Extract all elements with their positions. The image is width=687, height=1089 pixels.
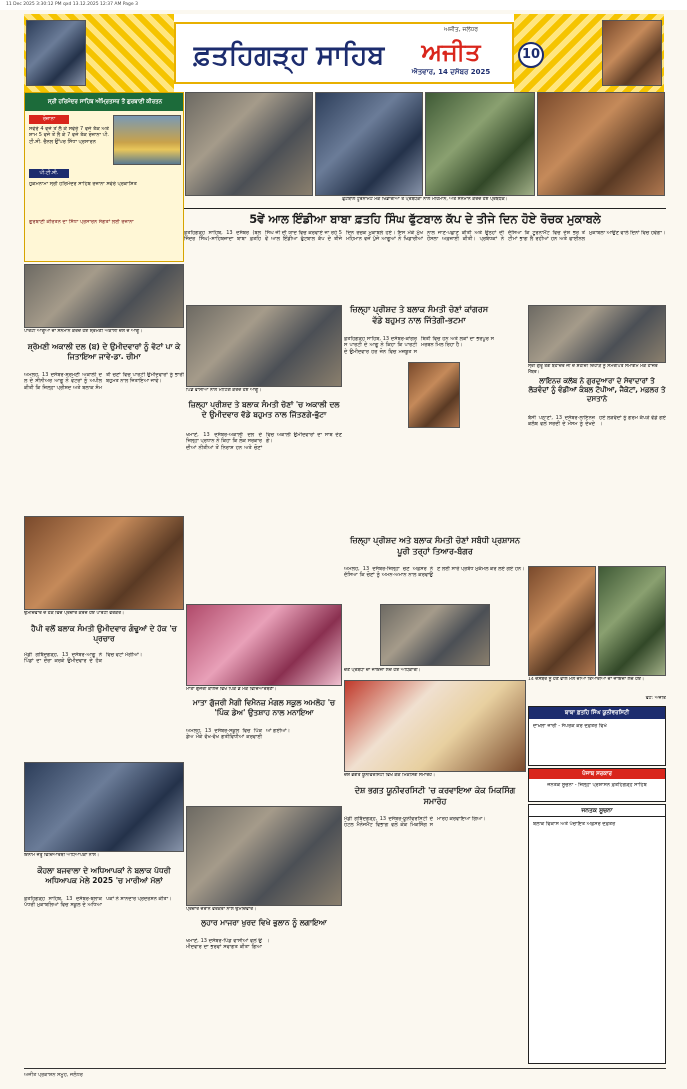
photo-happy: [24, 516, 184, 610]
photo-cake-mixing: [344, 680, 526, 772]
masthead: [24, 14, 664, 92]
cake-caption: ਦੇਸ਼ ਭਗਤ ਯੂਨੀਵਰਸਿਟੀ ਵਿਖੇ ਕੇਕ ਮਿਕਸਿੰਗ ਸਮਾਰੋਹ।: [344, 773, 436, 778]
ad-public-notice: [528, 804, 666, 1064]
bhutta-headline: ਜ਼ਿਲ੍ਹਾ ਪ੍ਰੀਸ਼ਦ ਤੇ ਬਲਾਕ ਸੰਮਤੀ ਚੋਣਾਂ 'ਚ ਅਕਾਲੀ ਦਲ ਦੇ ਉਮੀਦਵਾਰ ਵੱਡੇ ਬਹੁਮਤ ਨਾਲ ਜਿੱਤਣਗੇ-ਭੁੱਟਾ: [188, 400, 340, 419]
preparations-caption: ਚੋਣ ਪ੍ਰਬੰਧਾਂ ਦਾ ਜਾਇਜ਼ਾ ਲੈਂਦੇ ਹੋਏ ਅਧਿਕਾਰੀ।: [344, 668, 421, 673]
brand-logo: ਅਜੀਤ: [421, 37, 481, 66]
photo-football-3: [425, 92, 535, 196]
left-panel-label2: ਪੀ.ਟੀ.ਸੀ.: [29, 169, 69, 178]
masthead-date: ਐਤਵਾਰ, 14 ਦਸੰਬਰ 2025: [411, 68, 491, 76]
left-panel-text1: ਸਵੇਰੇ 4 ਵਜੇ ਤੋਂ ਲੈ ਕੇ ਸਵੇਰੇ 7 ਵਜੇ ਤੱਕ ਅਤੇ ਸ਼ਾਮ 5 ਵਜੇ ਤੋਂ ਲੈ ਕੇ 7 ਵਜੇ ਤੱਕ ਰੋਜ਼ਾਨਾ ਪੀ.ਟੀ.ਸੀ. ਚੈਨਲ ਉੱਪਰ ਸਿੱਧਾ ਪ੍ਰਸਾਰਨ: [29, 126, 109, 145]
section-title: ਫ਼ਤਹਿਗੜ੍ਹ ਸਾਹਿਬ: [193, 40, 385, 71]
print-strip: 11 Dec 2025 3:30:12 PM qxd 13.12.2025 12:37 AM Page 3: [0, 0, 687, 10]
footer-bar: ਅਜੀਤ ਪ੍ਰਕਾਸ਼ਨ ਸਮੂਹ, ਜਲੰਧਰ: [24, 1068, 666, 1080]
happy-body: ਮੰਡੀ ਗੋਬਿੰਦਗੜ੍ਹ, 13 ਦਸੰਬਰ-ਆਗੂ ਨੇ ਪਿੰਡਾਂ ਦਾ ਦੌਰਾ ਕਰਕੇ ਉਮੀਦਵਾਰ ਦੇ ਹੱਕ ਵਿਚ ਵੋਟਾਂ ਮੰਗੀਆਂ।: [24, 652, 143, 665]
congress-headline: ਜ਼ਿਲ੍ਹਾ ਪ੍ਰੀਸ਼ਦ ਤੇ ਬਲਾਕ ਸੰਮਤੀ ਚੋਣਾਂ ਕਾਂਗਰਸ ਵੱਡੇ ਬਹੁਮਤ ਨਾਲ ਜਿੱਤੇਗੀ-ਭਟਮਾ: [349, 305, 489, 325]
left-panel-text2: ਹੁਕਮਨਾਮਾ ਸ੍ਰੀ ਹਰਿਮੰਦਰ ਸਾਹਿਬ ਰੋਜ਼ਾਨਾ ਸਵੇਰੇ ਪ੍ਰਕਾਸ਼ਿਤ: [29, 181, 137, 187]
cake-headline: ਦੇਸ਼ ਭਗਤ ਯੂਨੀਵਰਸਿਟੀ 'ਚ ਕਰਵਾਇਆ ਕੇਕ ਮਿਕਸਿੰਗ ਸਮਾਰੋਹ: [354, 786, 516, 806]
akali-body: ਅਮਲੋਹ, 13 ਦਸੰਬਰ-ਸ਼੍ਰੋਮਣੀ ਅਕਾਲੀ ਦਲ ਦੇ ਸੀਨੀਅਰ ਆਗੂ ਨੇ ਵੋਟਰਾਂ ਨੂੰ ਅਪੀਲ ਕੀਤੀ ਕਿ ਜ਼ਿਲ੍ਹਾ ਪ੍ਰੀਸ਼ਦ ਅਤੇ ਬਲਾਕ ਸੰਮਤੀ ਚੋਣਾਂ ਵਿਚ ਪਾਰਟੀ ਉਮੀਦਵਾਰਾਂ ਨੂੰ ਭਾਰੀ ਬਹੁਮਤ ਨਾਲ ਜਿਤਾਇਆ ਜਾਵੇ।: [24, 372, 184, 391]
pink-headline: ਮਾਤਾ ਗੁੱਜਰੀ ਮੈਗੀ ਵਿਮੈਨਜ਼ ਮੰਗਲ ਸਕੂਲ ਅਮਲੋਹ 'ਚ 'ਪਿੰਕ ਡੇਅ' ਉਤਸ਼ਾਹ ਨਾਲ ਮਨਾਇਆ: [192, 698, 336, 717]
congress-body: ਫ਼ਤਹਿਗੜ੍ਹ ਸਾਹਿਬ, 13 ਦਸੰਬਰ-ਕਾਂਗਰਸ ਪਾਰਟੀ ਦੇ ਆਗੂ ਨੇ ਕਿਹਾ ਕਿ ਪਾਰਟੀ ਦੇ ਉਮੀਦਵਾਰ ਹਰ ਜ਼ੋਨ ਵਿਚ ਮਜ਼ਬੂਤ ਸਥਿਤੀ ਵਿਚ ਹਨ ਅਤੇ ਲੋਕਾਂ ਦਾ ਭਰਪੂਰ ਸਮਰਥਨ ਮਿਲ ਰਿਹਾ ਹੈ।: [344, 336, 494, 355]
akali-headline: ਸ਼੍ਰੋਮਣੀ ਅਕਾਲੀ ਦਲ (ਬ) ਦੇ ਉਮੀਦਵਾਰਾਂ ਨੂੰ ਵੋਟਾਂ ਪਾ ਕੇ ਜਿਤਾਇਆ ਜਾਵੇ-ਡਾ. ਚੀਮਾ: [27, 342, 181, 361]
masthead-gurdwara-image: [26, 20, 86, 86]
photo-akali: [24, 264, 184, 328]
ad-public-notice-title: ਜਨਤਕ ਸੂਚਨਾ: [529, 805, 665, 817]
ad-government-body: ਜਨਤਕ ਸੂਚਨਾ - ਜ਼ਿਲ੍ਹਾ ਪ੍ਰਸ਼ਾਸਨ ਫ਼ਤਹਿਗੜ੍ਹ ਸਾਹਿਬ: [547, 782, 647, 788]
school-headline: ਕੌਹਲਾ ਬਜਵਾਲਾ ਦੇ ਅਧਿਆਪਕਾਂ ਨੇ ਬਲਾਕ ਪੱਧਰੀ ਅਧਿਆਪਕ ਮੇਲੇ 2025 'ਚ ਮਾਰੀਆਂ ਮੱਲਾਂ: [37, 866, 171, 885]
luhar-caption: ਪ੍ਰਚਾਰ ਦੌਰਾਨ ਵਰਕਰਾਂ ਨਾਲ ਉਮੀਦਵਾਰ।: [186, 907, 257, 912]
lions-headline: ਲਾਇਨਜ਼ ਕਲੱਬ ਨੇ ਗੁਰਦੁਆਰਾ ਦੇ ਸੇਵਾਦਾਰਾਂ ਤੇ ਲੋੜਵੰਦਾਂ ਨੂੰ ਵੰਡੀਆਂ ਕੰਬਲ ਟੋਪੀਆਂ, ਜੈਕੇਟਾਂ, ਮਫ਼ਲਰ ਤੇ ਦਸਤਾਨੇ: [528, 377, 666, 403]
ad-university-title: ਬਾਬਾ ਫ਼ਤਹਿ ਸਿੰਘ ਯੂਨੀਵਰਸਿਟੀ: [529, 707, 665, 719]
golden-temple-image: [113, 115, 181, 165]
lions-caption: ਸ੍ਰੀ ਗੁਰੂ ਤੇਗ ਬਹਾਦਰ ਜੀ ਦੇ ਸ਼ਹੀਦੀ ਦਿਹਾੜੇ ਨੂੰ ਸਮਰਪਿਤ ਸਮਾਗਮ ਮੌਕੇ ਹਾਜ਼ਰ ਮੈਂਬਰ।: [528, 364, 658, 375]
ad-university: [528, 706, 666, 766]
bhutta-caption: ਪਿੰਡ ਵਾਸੀਆਂ ਨਾਲ ਮੀਟਿੰਗ ਕਰਦੇ ਹੋਏ ਆਗੂ।: [186, 388, 262, 393]
photo-luhar: [186, 806, 342, 906]
happy-headline: ਹੈਪੀ ਵਲੋਂ ਬਲਾਕ ਸੰਮਤੀ ਉਮੀਦਵਾਰ ਗੰਢੂਆਂ ਦੇ ਹੱਕ 'ਚ ਪ੍ਰਚਾਰ: [31, 624, 177, 643]
left-panel-text3: ਗੁਰਬਾਣੀ ਕੀਰਤਨ ਦਾ ਸਿੱਧਾ ਪ੍ਰਸਾਰਨ ਸੰਗਤਾਂ ਲਈ ਰੋਜ਼ਾਨਾ: [29, 219, 134, 225]
left-panel-banner: ਸ੍ਰੀ ਹਰਿਮੰਦਰ ਸਾਹਿਬ ਅੰਮ੍ਰਿਤਸਰ ਤੋਂ ਗੁਰਬਾਣੀ ਕੀਰਤਨ: [25, 93, 184, 111]
photo-football-1: [185, 92, 313, 196]
lions-body: ਬੱਸੀ ਪਠਾਣਾਂ, 13 ਦਸੰਬਰ-ਲਾਇਨਜ਼ ਕਲੱਬ ਵਲੋਂ ਸਰਦੀ ਦੇ ਮੌਸਮ ਨੂੰ ਦੇਖਦੇ ਹੋਏ ਲੋੜਵੰਦਾਂ ਨੂੰ ਗਰਮ ਕੱਪੜੇ ਵੰਡੇ ਗਏ।: [528, 415, 666, 428]
photo-football-4: [537, 92, 665, 196]
photo-preparations: [380, 604, 490, 666]
photo-fair-1: [528, 566, 596, 676]
left-panel-label1: ਰੋਜ਼ਾਨਾ: [29, 115, 69, 124]
happy-caption: ਉਮੀਦਵਾਰ ਦੇ ਹੱਕ ਵਿਚ ਪ੍ਰਚਾਰ ਕਰਦੇ ਹੋਏ ਪਾਰਟੀ ਵਰਕਰ।: [24, 611, 125, 616]
ad-public-notice-body: ਬਲਾਕ ਵਿਕਾਸ ਅਤੇ ਪੰਚਾਇਤ ਅਫ਼ਸਰ ਦਫ਼ਤਰ: [533, 821, 616, 827]
main-story-body: ਫ਼ਤਹਿਗੜ੍ਹ ਸਾਹਿਬ, 13 ਦਸੰਬਰ (ਬਲਜਿੰਦਰ ਸਿੰਘ)-ਸਾਹਿਬਜ਼ਾਦਾ ਬਾਬਾ ਫ਼ਤਹਿ ਸਿੰਘ ਜੀ ਦੀ ਯਾਦ ਵਿਚ ਕਰਵਾਏ ਜਾ ਰਹੇ 5ਵੇਂ ਆਲ ਇੰਡੀਆ ਫੁੱਟਬਾਲ ਕੱਪ ਦੇ ਤੀਜੇ ਦਿਨ ਰੋਚਕ ਮੁਕਾਬਲੇ ਹੋਏ। ਇਸ ਮੌਕੇ ਮੁੱਖ ਮਹਿਮਾਨ ਵਜੋਂ ਪੁੱਜੇ ਆਗੂਆਂ ਨੇ ਖਿਡਾਰੀਆਂ ਨਾਲ ਜਾਣ-ਪਛਾਣ ਕੀਤੀ ਅਤੇ ਉਨ੍ਹਾਂ ਦੀ ਹੌਸਲਾ ਅਫ਼ਜ਼ਾਈ ਕੀਤੀ। ਪ੍ਰਬੰਧਕਾਂ ਨੇ ਦੱਸਿਆ ਕਿ ਟੂਰਨਾਮੈਂਟ ਵਿਚ ਦੇਸ਼ ਭਰ ਤੋਂ ਟੀਮਾਂ ਭਾਗ ਲੈ ਰਹੀਆਂ ਹਨ ਅਤੇ ਫਾਈਨਲ ਮੁਕਾਬਲਾ ਆਉਣ ਵਾਲੇ ਦਿਨਾਂ ਵਿਚ ਹੋਵੇਗਾ।: [184, 230, 666, 243]
masthead-heritage-image: [602, 20, 662, 86]
top-photos-caption: ਫ਼ੁੱਟਬਾਲ ਟੂਰਨਾਮੈਂਟ ਮੌਕੇ ਖਿਡਾਰੀਆਂ ਤੇ ਪ੍ਰਬੰਧਕਾਂ ਨਾਲ ਮਹਿਮਾਨ, ਅਤੇ ਸਨਮਾਨ ਕਰਦੇ ਹੋਏ ਪ੍ਰਬੰਧਕ।: [342, 197, 508, 202]
photo-fair-2: [598, 566, 666, 676]
fair-credit: ਫੋਟੋ: ਅਜੀਤ: [645, 696, 666, 701]
school-body: ਫ਼ਤਹਿਗੜ੍ਹ ਸਾਹਿਬ, 13 ਦਸੰਬਰ-ਬਲਾਕ ਪੱਧਰੀ ਮੁਕਾਬਲਿਆਂ ਵਿਚ ਸਕੂਲ ਦੇ ਅਧਿਆਪਕਾਂ ਨੇ ਸ਼ਾਨਦਾਰ ਪ੍ਰਦਰਸ਼ਨ ਕੀਤਾ।: [24, 896, 172, 909]
fair-caption: 14 ਦਸੰਬਰ ਨੂੰ ਹੋਣ ਵਾਲੇ ਮੇਲੇ ਦੀਆਂ ਤਿਆਰੀਆਂ ਦਾ ਜਾਇਜ਼ਾ ਲੈਂਦੇ ਹੋਏ।: [528, 677, 645, 682]
photo-pink-day: [186, 604, 342, 686]
pink-body: ਅਮਲੋਹ, 13 ਦਸੰਬਰ-ਸਕੂਲ ਵਿਚ ਪਿੰਕ ਡੇਅ ਮੌਕੇ ਵੱਖ-ਵੱਖ ਗਤੀਵਿਧੀਆਂ ਕਰਵਾਈਆਂ ਗਈਆਂ।: [186, 728, 290, 741]
pink-caption: ਮਾਤਾ ਗੁੱਜਰੀ ਕਾਲਜ ਵਿਖੇ ਪਿੰਕ ਡੇ ਮੌਕੇ ਵਿਦਿਆਰਥਣਾਂ।: [186, 687, 277, 692]
luhar-body: ਖਮਾਣੋਂ, 13 ਦਸੰਬਰ-ਪਿੰਡ ਵਾਸੀਆਂ ਵਲੋਂ ਉਮੀਦਵਾਰ ਦਾ ਭਰਵਾਂ ਸਵਾਗਤ ਕੀਤਾ ਗਿਆ।: [186, 938, 270, 951]
photo-meeting-left: [186, 305, 342, 387]
school-caption: ਇਨਾਮ ਜੇਤੂ ਵਿਦਿਆਰਥੀ ਅਧਿਆਪਕਾਂ ਨਾਲ।: [24, 853, 100, 858]
photo-football-2: [315, 92, 423, 196]
ad-government: [528, 768, 666, 802]
left-panel: [24, 92, 184, 262]
photo-lions-club: [528, 305, 666, 363]
cake-body: ਮੰਡੀ ਗੋਬਿੰਦਗੜ੍ਹ, 13 ਦਸੰਬਰ-ਯੂਨੀਵਰਸਿਟੀ ਦੇ ਹੋਟਲ ਮੈਨੇਜਮੈਂਟ ਵਿਭਾਗ ਵਲੋਂ ਕੇਕ ਮਿਕਸਿੰਗ ਸਮਾਰੋਹ ਕਰਵਾਇਆ ਗਿਆ।: [344, 816, 486, 829]
photo-school: [24, 762, 184, 852]
ad-government-title: ਪੰਜਾਬ ਸਰਕਾਰ: [529, 769, 665, 779]
preparations-body: ਅਮਲੋਹ, 13 ਦਸੰਬਰ-ਜ਼ਿਲ੍ਹਾ ਚੋਣ ਅਫ਼ਸਰ ਨੇ ਦੱਸਿਆ ਕਿ ਚੋਣਾਂ ਨੂੰ ਅਮਨ-ਅਮਾਨ ਨਾਲ ਕਰਵਾਉਣ ਲਈ ਸਾਰੇ ਪ੍ਰਬੰਧ ਮੁਕੰਮਲ ਕਰ ਲਏ ਗਏ ਹਨ।: [344, 566, 525, 579]
luhar-headline: ਲੁਹਾਰ ਮਾਜਰਾ ਖੁਰਦ ਵਿਖੇ ਭੁਲਾਨ ਨੂੰ ਲਗਾਇਆ: [201, 918, 327, 927]
divider: [184, 208, 666, 209]
ad-university-body: ਦਾਖ਼ਲਾ ਜਾਰੀ - ਸੰਪਰਕ ਕਰੋ ਦਫ਼ਤਰ ਵਿਖੇ: [533, 723, 607, 729]
masthead-edition: ਅਜੀਤ, ਜਲੰਧਰ: [443, 26, 478, 33]
bhutta-body: ਖਮਾਣੋਂ, 13 ਦਸੰਬਰ-ਅਕਾਲੀ ਦਲ ਦੇ ਜ਼ਿਲ੍ਹਾ ਪ੍ਰਧਾਨ ਨੇ ਕਿਹਾ ਕਿ ਲੋਕ ਸਰਕਾਰ ਦੀਆਂ ਨੀਤੀਆਂ ਤੋਂ ਨਿਰਾਸ਼ ਹਨ ਅਤੇ ਚੋਣਾਂ ਵਿਚ ਅਕਾਲੀ ਉਮੀਦਵਾਰਾਂ ਦਾ ਸਾਥ ਦੇਣਗੇ।: [186, 432, 342, 451]
akali-caption: ਪਾਰਟੀ ਆਗੂਆਂ ਦਾ ਸਨਮਾਨ ਕਰਦੇ ਹੋਏ ਸ਼੍ਰੋਮਣੀ ਅਕਾਲੀ ਦਲ ਦੇ ਆਗੂ।: [24, 329, 143, 334]
preparations-headline: ਜ਼ਿਲ੍ਹਾ ਪ੍ਰੀਸ਼ਦ ਅਤੇ ਬਲਾਕ ਸੰਮਤੀ ਚੋਣਾਂ ਸਬੰਧੀ ਪ੍ਰਸ਼ਾਸਨ ਪੂਰੀ ਤਰ੍ਹਾਂ ਤਿਆਰ-ਬੰਗਰ: [349, 536, 520, 556]
page-number: 10: [518, 42, 544, 68]
main-headline: 5ਵੇਂ ਆਲ ਇੰਡੀਆ ਬਾਬਾ ਫ਼ਤਹਿ ਸਿੰਘ ਫੁੱਟਬਾਲ ਕੱਪ ਦੇ ਤੀਜੇ ਦਿਨ ਹੋਏ ਰੋਚਕ ਮੁਕਾਬਲੇ: [249, 212, 601, 226]
